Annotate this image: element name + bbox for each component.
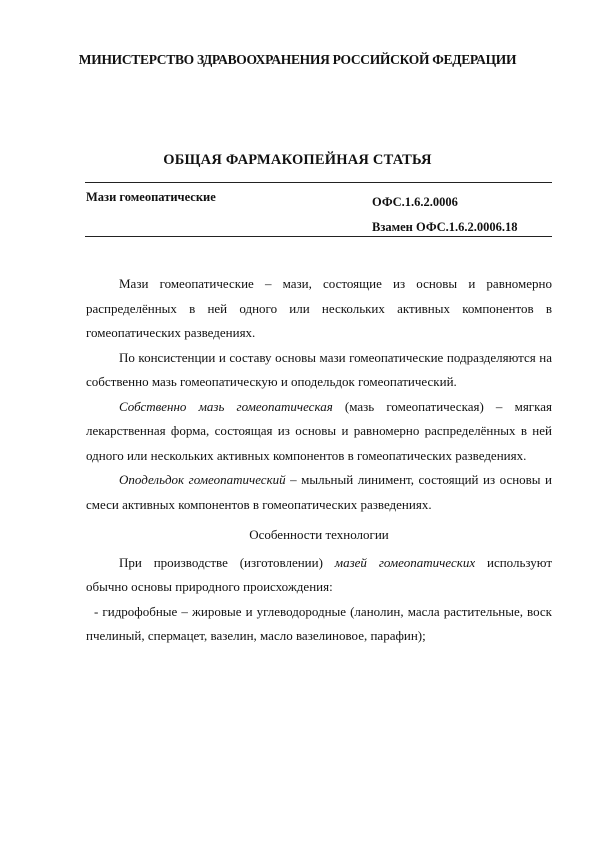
ointment-definition-text: (мазь гомеопатическая) – мягкая лекарственная форма, состоящая из основы и равномерно распределённых в ней одного или нескольких активных компонентов в гомеопатических разведениях. xyxy=(86,398,552,463)
term-ointment: Собственно мазь гомеопатическая xyxy=(119,398,333,414)
document-type-title: ОБЩАЯ ФАРМАКОПЕЙНАЯ СТАТЬЯ xyxy=(163,152,432,168)
bases-text-rest: используют обычно основы природного происхождения: xyxy=(86,554,553,594)
ministry-header: МИНИСТЕРСТВО ЗДРАВООХРАНЕНИЯ РОССИЙСКОЙ ФЕДЕРАЦИИ xyxy=(78,52,517,67)
document-body xyxy=(86,272,552,649)
list-item-hydrophobic: - гидрофобные – жировые и углеводородные (ланолин, масла растительные, воск пчелиный, спермацет, вазелин, масло вазелиновое, парафин); xyxy=(86,603,552,643)
paragraph-definition: Мази гомеопатические – мази, состоящие из основы и равномерно распределённых в ней одного или нескольких активных компонентов в гомеопатических разведениях. xyxy=(86,276,552,340)
paragraph-classification: По консистенции и составу основы мази гомеопатические подразделяются на собственно мазь гомеопатическую и оподельдок гомеопатический. xyxy=(86,349,552,389)
replaces-code: Взамен ОФС.1.6.2.0006.18 xyxy=(372,220,518,234)
section-title: Особенности технологии xyxy=(249,527,389,542)
article-subject: Мази гомеопатические xyxy=(86,190,216,204)
paragraph-ointment-definition xyxy=(86,395,552,469)
opodeldoc-definition-text: – мыльный линимент, состоящий из основы и смеси активных компонентов в гомеопатических разведениях. xyxy=(86,472,553,512)
header-top-rule xyxy=(85,182,552,183)
header-bottom-rule xyxy=(85,236,552,237)
term-ointments: мазей гомеопатических xyxy=(334,554,476,570)
paragraph-bases xyxy=(86,551,552,600)
term-opodeldoc: Оподельдок гомеопатический xyxy=(119,472,286,487)
paragraph-opodeldoc-definition xyxy=(86,468,552,517)
bases-text-start: При производстве (изготовлении) xyxy=(119,554,335,570)
article-code: ОФС.1.6.2.0006 xyxy=(372,195,458,209)
article-codes xyxy=(372,190,518,240)
